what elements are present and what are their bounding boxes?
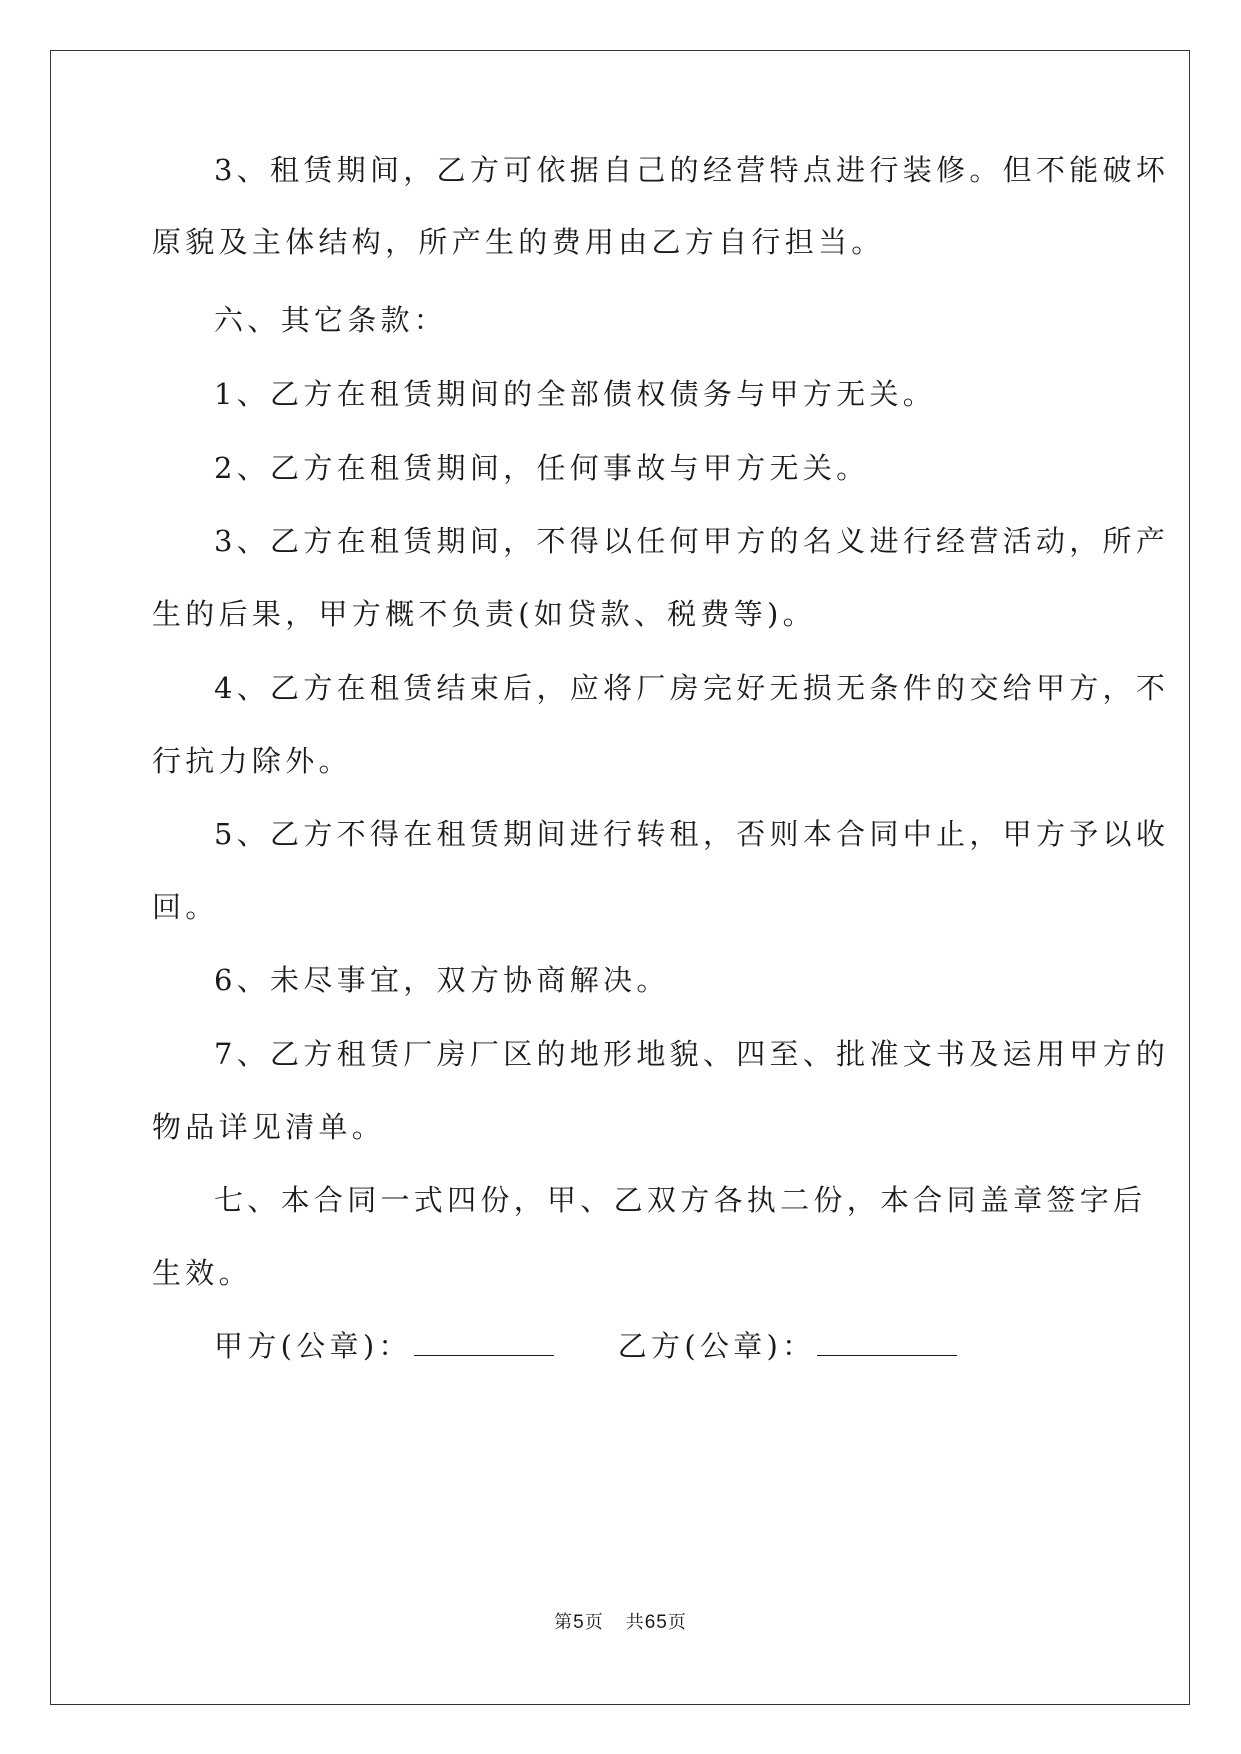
signature-line	[214, 1326, 957, 1366]
total-pages: 65	[644, 1612, 668, 1633]
paragraph-line: 5、乙方不得在租赁期间进行转租，否则本合同中止，甲方予以收	[214, 817, 1170, 851]
paragraph-line: 6、未尽事宜，双方协商解决。	[214, 963, 670, 997]
paragraph-line: 3、租赁期间，乙方可依据自己的经营特点进行装修。但不能破坏	[214, 153, 1170, 187]
paragraph-line: 生的后果，甲方概不负责(如贷款、税费等)。	[152, 597, 816, 631]
paragraph-line: 行抗力除外。	[152, 744, 352, 778]
paragraph-line: 4、乙方在租赁结束后，应将厂房完好无损无条件的交给甲方，不	[214, 671, 1170, 705]
party-b-label: 乙方(公章)：	[617, 1329, 816, 1363]
page-number: 5	[573, 1612, 585, 1633]
total-suffix: 页	[667, 1612, 687, 1633]
paragraph-line: 生效。	[152, 1256, 252, 1290]
party-b-signature-blank	[817, 1331, 957, 1356]
paragraph-line: 物品详见清单。	[152, 1110, 386, 1144]
paragraph-line: 原貌及主体结构，所产生的费用由乙方自行担当。	[152, 225, 885, 259]
party-a-signature-blank	[414, 1331, 554, 1356]
total-prefix: 共	[625, 1612, 645, 1633]
page-suffix: 页	[584, 1612, 604, 1633]
page-footer	[0, 1608, 1241, 1634]
paragraph-line: 回。	[152, 890, 219, 924]
section-heading: 六、其它条款：	[214, 303, 448, 337]
paragraph-line: 1、乙方在租赁期间的全部债权债务与甲方无关。	[214, 377, 937, 411]
party-a-label: 甲方(公章)：	[214, 1329, 412, 1363]
paragraph-line: 7、乙方租赁厂房厂区的地形地貌、四至、批准文书及运用甲方的	[214, 1037, 1170, 1071]
paragraph-line: 七、本合同一式四份，甲、乙双方各执二份，本合同盖章签字后	[214, 1183, 1147, 1217]
page-frame	[50, 50, 1190, 1705]
paragraph-line: 2、乙方在租赁期间，任何事故与甲方无关。	[214, 451, 870, 485]
paragraph-line: 3、乙方在租赁期间，不得以任何甲方的名义进行经营活动，所产	[214, 524, 1170, 558]
page-prefix: 第	[554, 1612, 574, 1633]
